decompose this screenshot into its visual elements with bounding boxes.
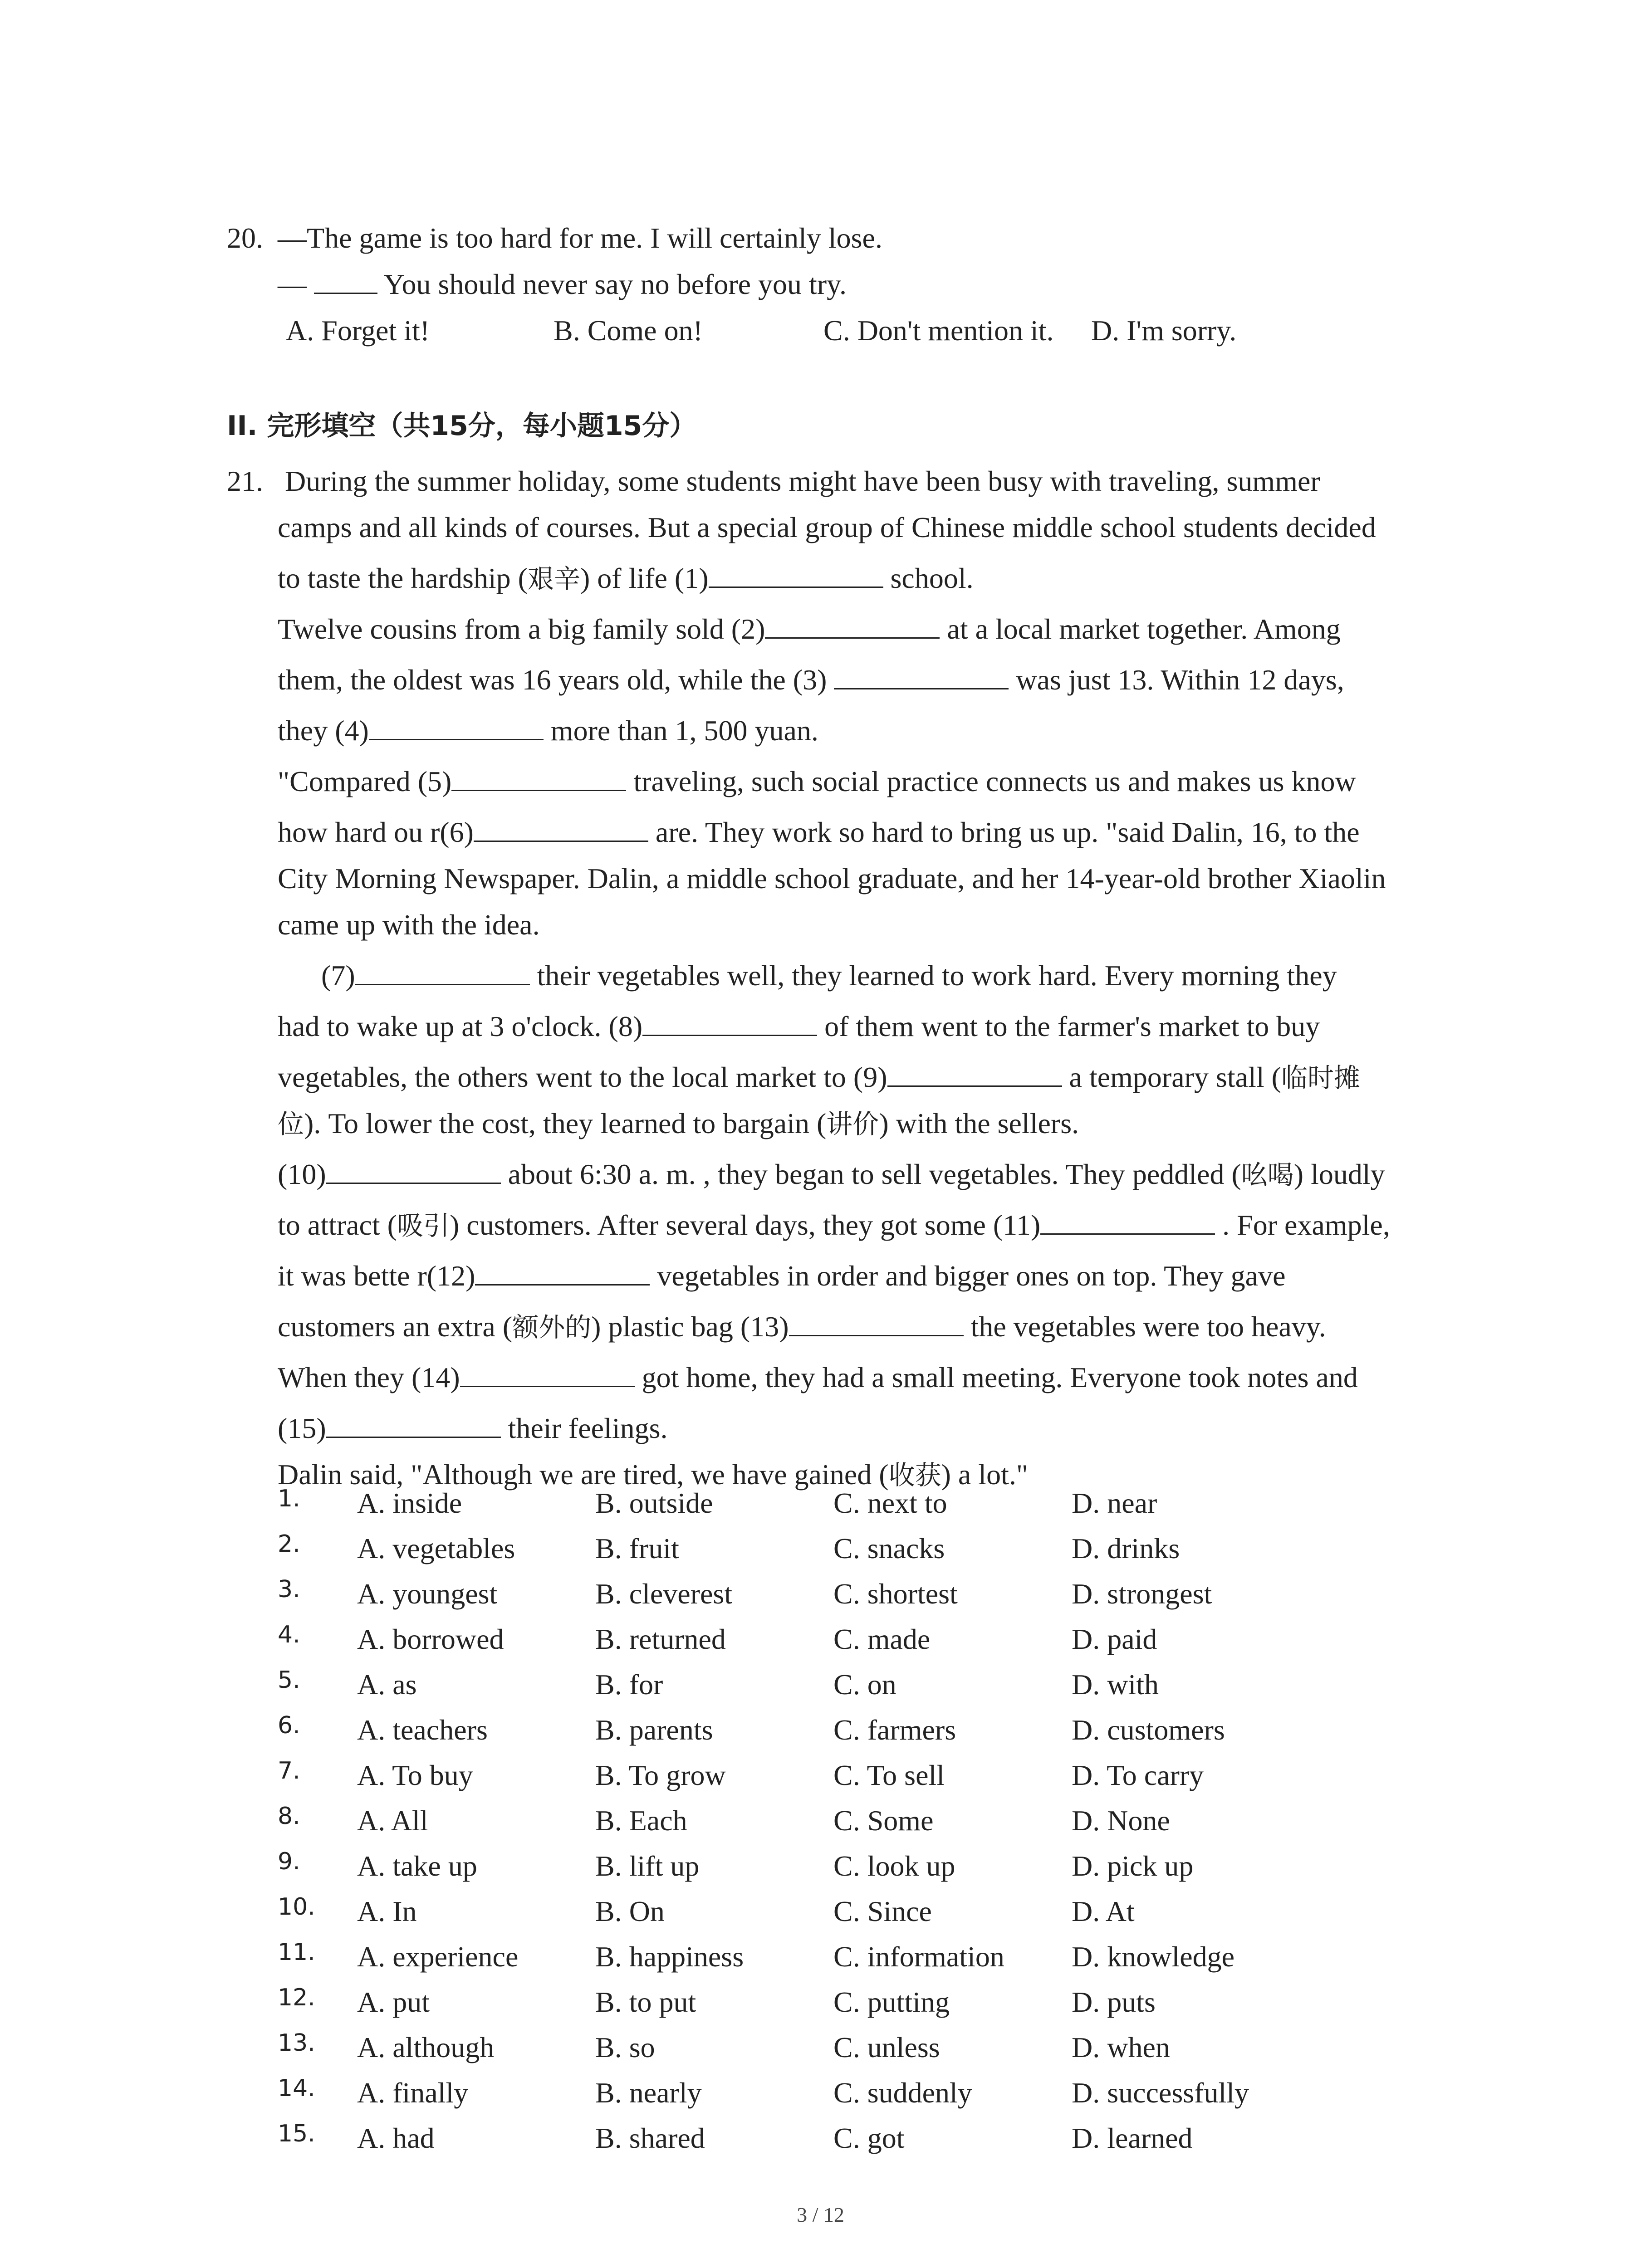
passage-text: had to wake up at 3 o'clock. (8) — [278, 1010, 643, 1042]
option-c[interactable]: C. look up — [833, 1850, 955, 1882]
choice-row — [278, 1980, 1457, 2025]
choice-row — [278, 2116, 1457, 2161]
option-d[interactable]: D. strongest — [1072, 1578, 1212, 1610]
passage-line — [278, 902, 540, 948]
answer-blank[interactable] — [475, 1254, 650, 1286]
option-c[interactable]: C. Some — [833, 1804, 934, 1837]
option-b[interactable]: B. Each — [595, 1804, 687, 1837]
option-d[interactable]: D. I'm sorry. — [1091, 314, 1237, 347]
option-a[interactable]: A. put — [357, 1986, 430, 2018]
passage-text: their vegetables well, they learned to work hard. Every morning they — [529, 959, 1337, 992]
passage-text: Dalin said, "Although we are tired, we have gained ( — [278, 1458, 889, 1491]
passage-text: City Morning Newspaper. Dalin, a middle school graduate, and her 14-year-old brother Xiaolin — [278, 862, 1386, 894]
choice-number: 14. — [278, 2075, 315, 2102]
option-d[interactable]: D. near — [1072, 1487, 1157, 1519]
passage-text: ) with the sellers. — [879, 1107, 1079, 1139]
choice-row — [278, 1889, 1457, 1934]
answer-blank[interactable] — [460, 1356, 635, 1387]
passage-text: . For example, — [1215, 1209, 1390, 1241]
passage-line — [278, 953, 1337, 999]
passage-text: (10) — [278, 1158, 326, 1190]
option-a[interactable]: A. In — [357, 1895, 417, 1927]
choice-row — [278, 1571, 1457, 1617]
passage-text: vegetables in order and bigger ones on top. They gave — [650, 1260, 1286, 1292]
option-d[interactable]: D. At — [1072, 1895, 1135, 1927]
option-d[interactable]: D. None — [1072, 1804, 1170, 1837]
answer-blank[interactable] — [474, 811, 648, 842]
option-d[interactable]: D. learned — [1072, 2122, 1193, 2154]
option-c[interactable]: C. unless — [833, 2031, 940, 2063]
passage-text: ). To lower the cost, they learned to bargain ( — [304, 1107, 827, 1139]
option-d[interactable]: D. puts — [1072, 1986, 1156, 2018]
passage-line — [278, 1202, 1390, 1249]
passage-text: (15) — [278, 1412, 326, 1444]
chinese-gloss: 吸引 — [397, 1210, 450, 1241]
option-a[interactable]: A. had — [357, 2122, 435, 2154]
passage-line — [278, 1100, 1079, 1147]
passage-line — [278, 855, 1386, 902]
passage-text: they (4) — [278, 714, 369, 747]
chinese-gloss: 临时摊 — [1281, 1062, 1360, 1093]
passage-text: to attract ( — [278, 1209, 397, 1241]
answer-blank[interactable] — [709, 557, 883, 588]
option-c[interactable]: C. made — [833, 1623, 931, 1655]
option-c[interactable]: C. on — [833, 1668, 896, 1701]
chinese-gloss: 讲价 — [826, 1109, 879, 1139]
answer-blank[interactable] — [326, 1407, 501, 1438]
passage-text: came up with the idea. — [278, 909, 540, 941]
option-d[interactable]: D. customers — [1072, 1714, 1225, 1746]
option-d[interactable]: D. when — [1072, 2031, 1170, 2063]
chinese-gloss: 位 — [278, 1109, 304, 1139]
option-b[interactable]: B. shared — [595, 2122, 705, 2154]
choice-number: 7. — [278, 1757, 300, 1784]
passage-text: ) customers. After several days, they got some (11) — [449, 1209, 1041, 1241]
choice-row — [278, 1617, 1457, 1662]
passage-text: When they (14) — [278, 1361, 460, 1393]
passage-text: school. — [883, 562, 974, 594]
option-c[interactable]: C. shortest — [833, 1578, 958, 1610]
option-a[interactable]: A. To buy — [357, 1759, 473, 1791]
chinese-gloss: 收获 — [888, 1460, 941, 1491]
passage-text: ) loudly — [1293, 1158, 1385, 1190]
question-number: 20. — [227, 222, 263, 254]
option-b[interactable]: B. cleverest — [595, 1578, 733, 1610]
choice-number: 9. — [278, 1848, 300, 1875]
option-b[interactable]: B. lift up — [595, 1850, 700, 1882]
passage-text: "Compared (5) — [278, 765, 452, 797]
passage-line — [278, 708, 818, 754]
option-b[interactable]: B. outside — [595, 1487, 713, 1519]
passage-line — [278, 1151, 1385, 1198]
answer-blank[interactable] — [642, 1005, 817, 1036]
option-a[interactable]: A. Forget it! — [286, 314, 430, 347]
choice-number: 10. — [278, 1893, 315, 1921]
option-c[interactable]: C. Since — [833, 1895, 932, 1927]
option-d[interactable]: D. successfully — [1072, 2077, 1249, 2109]
choice-row — [278, 1526, 1457, 1571]
option-c[interactable]: C. Don't mention it. — [823, 314, 1054, 347]
passage-line — [278, 1253, 1285, 1299]
choice-row — [278, 1707, 1457, 1753]
choice-row — [278, 1481, 1457, 1526]
passage-text: vegetables, the others went to the local market to (9) — [278, 1061, 887, 1093]
choice-number: 2. — [278, 1530, 300, 1558]
option-a[interactable]: A. All — [357, 1804, 428, 1837]
passage-text: it was bette r(12) — [278, 1260, 475, 1292]
choice-number: 6. — [278, 1712, 300, 1739]
passage-line — [278, 504, 1376, 551]
option-b[interactable]: B. fruit — [595, 1532, 679, 1564]
answer-blank[interactable] — [789, 1305, 964, 1336]
answer-blank[interactable] — [451, 760, 626, 791]
question-number: 21. — [227, 465, 263, 497]
option-c[interactable]: C. suddenly — [833, 2077, 972, 2109]
passage-text: During the summer holiday, some students might have been busy with traveling, summer — [278, 465, 1320, 497]
option-b[interactable]: B. for — [595, 1668, 663, 1701]
option-a[interactable]: A. as — [357, 1668, 417, 1701]
answer-blank[interactable] — [369, 709, 544, 740]
choice-number: 4. — [278, 1621, 300, 1648]
option-b[interactable]: B. To grow — [595, 1759, 726, 1791]
option-a[interactable]: A. borrowed — [357, 1623, 504, 1655]
option-b[interactable]: B. returned — [595, 1623, 726, 1655]
option-c[interactable]: C. got — [833, 2122, 905, 2154]
chinese-gloss: 吆喝 — [1241, 1159, 1294, 1190]
passage-line — [278, 1354, 1358, 1401]
passage-text: more than 1, 500 yuan. — [543, 714, 818, 747]
answer-blank[interactable] — [834, 658, 1009, 689]
section-title: II. 完形填空（共15分，每小题15分） — [227, 410, 697, 442]
passage-text: ) of life (1) — [580, 562, 709, 594]
option-b[interactable]: B. parents — [595, 1714, 713, 1746]
passage-text: are. They work so hard to bring us up. "said Dalin, 16, to the — [648, 816, 1360, 848]
passage-line — [278, 555, 974, 602]
option-c[interactable]: C. information — [833, 1941, 1004, 1973]
passage-text: at a local market together. Among — [940, 613, 1341, 645]
choice-number: 13. — [278, 2029, 315, 2057]
choice-number: 15. — [278, 2120, 315, 2147]
passage-text: camps and all kinds of courses. But a special group of Chinese middle school students decided — [278, 511, 1376, 543]
passage-text: customers an extra ( — [278, 1310, 513, 1343]
option-a[interactable]: A. experience — [357, 1941, 519, 1973]
option-d[interactable]: D. with — [1072, 1668, 1159, 1701]
dialogue-line-2: — You should never say no before you try. — [278, 261, 847, 308]
passage-text: their feelings. — [500, 1412, 668, 1444]
passage-line — [278, 606, 1341, 652]
answer-blank[interactable] — [355, 954, 530, 985]
choice-number: 12. — [278, 1984, 315, 2011]
passage-text: them, the oldest was 16 years old, while the (3) — [278, 664, 834, 696]
option-c[interactable]: C. putting — [833, 1986, 950, 2018]
answer-blank[interactable] — [326, 1153, 501, 1184]
option-b[interactable]: B. On — [595, 1895, 665, 1927]
passage-text: ) plastic bag (13) — [591, 1310, 789, 1343]
choice-number: 11. — [278, 1939, 315, 1966]
option-b[interactable]: B. to put — [595, 1986, 696, 2018]
passage-text: to taste the hardship ( — [278, 562, 528, 594]
option-a[interactable]: A. inside — [357, 1487, 462, 1519]
passage-line — [278, 1304, 1326, 1350]
passage-text: (7) — [278, 959, 355, 992]
chinese-gloss: 额外的 — [512, 1312, 592, 1343]
option-c[interactable]: C. snacks — [833, 1532, 945, 1564]
choice-row — [278, 1843, 1457, 1889]
passage-text: traveling, such social practice connects us and makes us know — [626, 765, 1356, 797]
option-c[interactable]: C. To sell — [833, 1759, 945, 1791]
passage-text: about 6:30 a. m. , they began to sell vegetables. They peddled ( — [500, 1158, 1241, 1190]
option-b[interactable]: B. happiness — [595, 1941, 744, 1973]
option-d[interactable]: D. drinks — [1072, 1532, 1180, 1564]
option-a[interactable]: A. finally — [357, 2077, 469, 2109]
choice-row — [278, 2025, 1457, 2070]
passage-text: of them went to the farmer's market to buy — [817, 1010, 1320, 1042]
choice-number: 5. — [278, 1667, 300, 1694]
option-a[interactable]: A. although — [357, 2031, 495, 2063]
passage-line — [278, 1003, 1320, 1050]
option-c[interactable]: C. farmers — [833, 1714, 956, 1746]
answer-blank[interactable] — [314, 263, 377, 294]
option-b[interactable]: B. so — [595, 2031, 655, 2063]
answer-blank[interactable] — [887, 1056, 1062, 1087]
option-a[interactable]: A. youngest — [357, 1578, 498, 1610]
answer-blank[interactable] — [1040, 1203, 1215, 1235]
choice-number: 3. — [278, 1576, 300, 1603]
passage-text: ) a lot." — [941, 1458, 1028, 1491]
option-d[interactable]: D. pick up — [1072, 1850, 1194, 1882]
choice-row — [278, 1798, 1457, 1843]
passage-line — [278, 1405, 668, 1452]
choice-row — [278, 1662, 1457, 1707]
page-number: 3 / 12 — [797, 2203, 844, 2226]
passage-text: the vegetables were too heavy. — [963, 1310, 1326, 1343]
answer-blank[interactable] — [765, 607, 940, 639]
passage-line — [278, 809, 1360, 855]
option-a[interactable]: A. vegetables — [357, 1532, 515, 1564]
option-b[interactable]: B. Come on! — [554, 314, 703, 347]
option-d[interactable]: D. knowledge — [1072, 1941, 1235, 1973]
option-a[interactable]: A. take up — [357, 1850, 477, 1882]
choice-number: 8. — [278, 1803, 300, 1830]
passage-text: was just 13. Within 12 days, — [1009, 664, 1344, 696]
passage-text: Twelve cousins from a big family sold (2) — [278, 613, 765, 645]
option-a[interactable]: A. teachers — [357, 1714, 488, 1746]
option-d[interactable]: D. To carry — [1072, 1759, 1204, 1791]
choice-row — [278, 2070, 1457, 2116]
passage-text: how hard ou r(6) — [278, 816, 474, 848]
dialogue-line-1: —The game is too hard for me. I will certainly lose. — [278, 222, 882, 254]
option-d[interactable]: D. paid — [1072, 1623, 1157, 1655]
chinese-gloss: 艰辛 — [527, 563, 580, 594]
passage-line — [278, 458, 1320, 504]
passage-line — [278, 758, 1356, 805]
choice-row — [278, 1753, 1457, 1798]
option-c[interactable]: C. next to — [833, 1487, 947, 1519]
passage-line — [278, 657, 1344, 703]
choice-row — [278, 1934, 1457, 1980]
passage-line — [278, 1054, 1360, 1101]
passage-text: got home, they had a small meeting. Everyone took notes and — [634, 1361, 1358, 1393]
passage-text: a temporary stall ( — [1062, 1061, 1281, 1093]
option-b[interactable]: B. nearly — [595, 2077, 702, 2109]
choice-number: 1. — [278, 1485, 300, 1512]
